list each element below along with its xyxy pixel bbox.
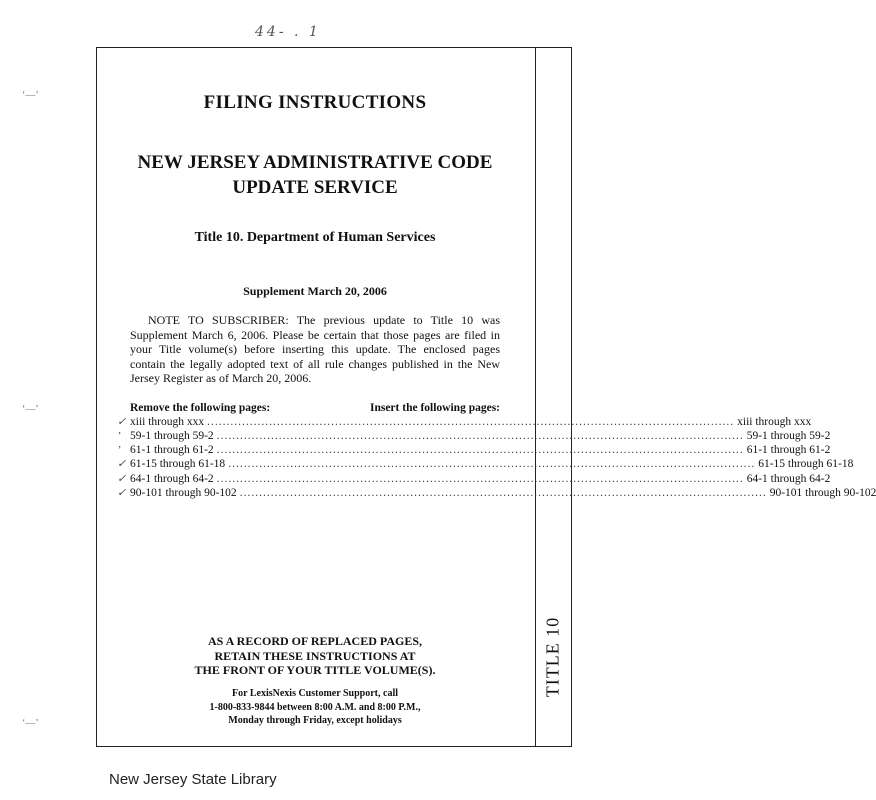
check-mark-icon: ✓ [117,486,127,499]
check-mark-icon: ✓ [117,472,127,485]
customer-support [130,687,500,728]
support-line1: For LexisNexis Customer Support, call [231,688,398,699]
check-mark-icon: ✓ [117,415,127,428]
insert-pages: 59-1 through 59-2 [746,429,831,442]
insert-pages: 61-1 through 61-2 [746,444,831,457]
margin-tick-mark: ‘—’ [22,718,39,729]
page-title: FILING INSTRUCTIONS [203,92,427,113]
insert-pages: 64-1 through 64-2 [746,472,831,485]
handwritten-mark: 44- . 1 [255,24,321,40]
code-title-line2: UPDATE SERVICE [232,177,398,198]
pages-list [117,415,876,501]
insert-pages: xiii through xxx [737,415,812,428]
remove-header: Remove the following pages: [130,401,271,414]
page-row [117,457,854,471]
remove-pages: 64-1 through 64-2 [130,472,214,485]
record-instructions [130,634,500,678]
insert-pages: 61-15 through 61-18 [758,458,854,471]
dot-leader: ........................................................................................................................................ [216,472,744,485]
page-row [117,415,812,429]
support-line3: Monday through Friday, except holidays [228,715,402,726]
code-title [130,150,500,200]
remove-pages: 59-1 through 59-2 [130,429,214,442]
insert-header: Insert the following pages: [369,401,500,414]
dot-leader: ........................................................................................................................................ [216,444,744,457]
check-mark-icon: ’ [117,429,121,442]
record-line3: THE FRONT OF YOUR TITLE VOLUME(S). [194,663,436,677]
remove-pages: 61-1 through 61-2 [130,444,214,457]
library-stamp: New Jersey State Library [109,771,277,788]
title-subject: Title 10. Department of Human Services [194,230,436,245]
record-line2: RETAIN THESE INSTRUCTIONS AT [214,648,416,663]
page-row [117,443,831,457]
remove-pages: 61-15 through 61-18 [130,458,226,471]
main-content [117,92,876,500]
dot-leader: ........................................................................................................................................ [228,458,756,471]
margin-tick-mark: ‘—’ [22,90,39,101]
code-title-line1: NEW JERSEY ADMINISTRATIVE CODE [137,152,493,173]
remove-pages: 90-101 through 90-102 [130,486,237,499]
pages-header [130,402,500,414]
check-mark-icon: ’ [117,444,121,457]
support-line2: 1-800-833-9844 between 8:00 A.M. and 8:00 P.M., [209,701,421,713]
subscriber-note: NOTE TO SUBSCRIBER: The previous update to Title 10 was Supplement March 6, 2006. Please be certain that those pages are filed in your Title volume(s) before inserting this update. The enclosed pages contain the legally adopted text of all rule changes published in the New Jersey Register as of March 20, 2006. [130,313,500,385]
record-line1: AS A RECORD OF REPLACED PAGES, [207,634,423,648]
dot-leader: ........................................................................................................................................ [216,429,744,442]
dot-leader: ........................................................................................................................................ [207,415,735,428]
page-row [117,472,831,486]
page-row [117,429,831,443]
supplement-date: Supplement March 20, 2006 [243,284,387,298]
remove-pages: xiii through xxx [130,415,205,428]
margin-tick-mark: ‘—’ [22,404,39,415]
page-row [117,486,876,500]
insert-pages: 90-101 through 90-102 [769,486,876,499]
dot-leader: ........................................................................................................................................ [239,486,767,499]
check-mark-icon: ✓ [117,458,127,471]
title-tab-label: TITLE 10 [542,616,563,698]
